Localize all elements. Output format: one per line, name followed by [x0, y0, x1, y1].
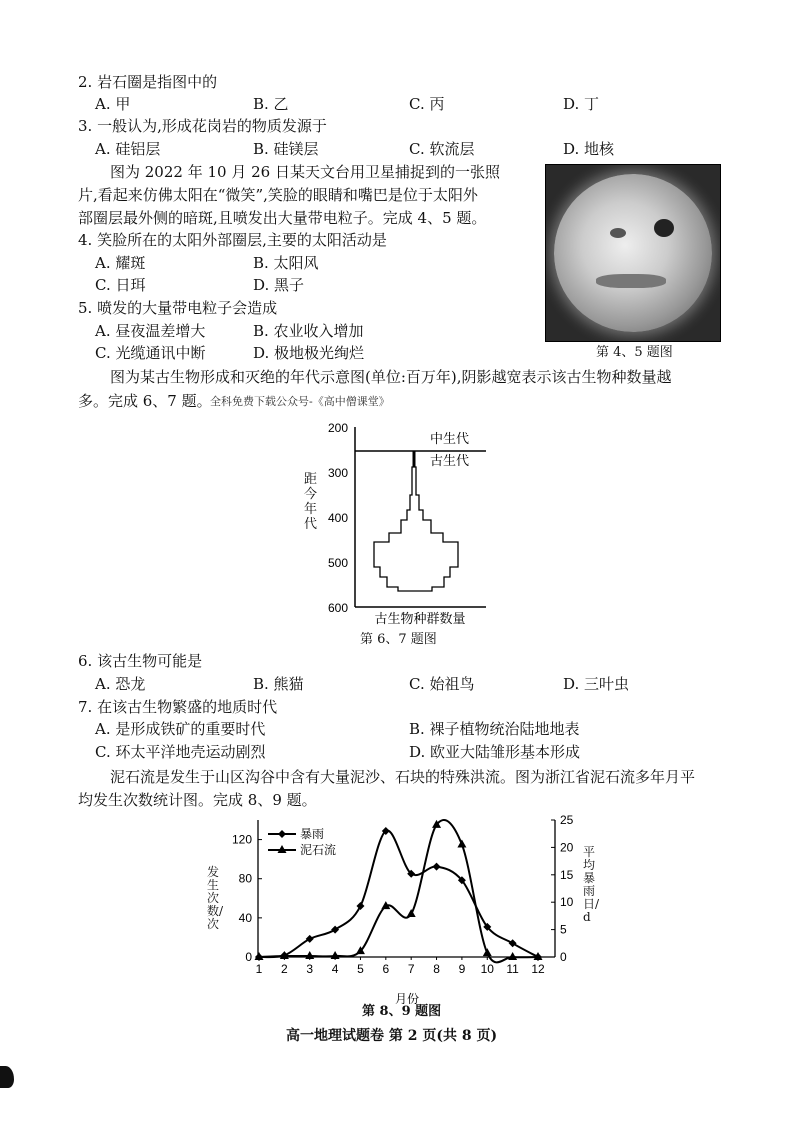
- chart-y-tick-label: 40: [238, 910, 252, 925]
- intro45-line1: 图为 2022 年 10 月 26 日某天文台用卫星捕捉到的一张照: [110, 163, 500, 181]
- y-tick-300: 300: [327, 466, 348, 480]
- q7-stem: 7. 在该古生物繁盛的地质时代: [78, 698, 278, 716]
- y-tick-500: 500: [327, 556, 348, 570]
- q5-stem: 5. 喷发的大量带电粒子会造成: [78, 299, 278, 317]
- era-mesozoic-label: 中生代: [430, 431, 470, 446]
- sun-photo: [545, 164, 721, 342]
- rainstorm-point: [433, 863, 441, 871]
- species-abundance-shape: [374, 451, 458, 591]
- chart-x-tick-label: 3: [306, 962, 314, 976]
- q6-option-d: D. 三叶虫: [563, 675, 630, 693]
- fig67-diagram: [300, 415, 500, 645]
- fig67-ylabel: 距今年代: [304, 472, 318, 532]
- chart-y2-tick-label: 0: [560, 950, 567, 964]
- intro89-line1: 泥石流是发生于山区沟谷中含有大量泥沙、石块的特殊洪流。图为浙江省泥石流多年月平: [110, 768, 696, 786]
- legend-label: 暴雨: [300, 827, 325, 841]
- chart-xlabel: 月份: [394, 992, 420, 1006]
- chart-x-tick-label: 5: [357, 962, 364, 976]
- y-tick-600: 600: [327, 601, 348, 615]
- debris-flow-point: [483, 948, 492, 956]
- legend-marker-diamond: [278, 830, 286, 838]
- chart-x-tick-label: 2: [281, 962, 288, 976]
- chart-y2-tick-label: 5: [560, 922, 567, 937]
- watermark-note: 全科免费下载公众号-《高中僧课堂》: [210, 395, 390, 408]
- intro45-line2: 片,看起来仿佛太阳在“微笑”,笑脸的眼睛和嘴巴是位于太阳外: [78, 186, 478, 204]
- q3-stem: 3. 一般认为,形成花岗岩的物质发源于: [78, 117, 327, 135]
- intro67-line1: 图为某古生物形成和灭绝的年代示意图(单位:百万年),阴影越宽表示该古生物种数量越: [110, 368, 672, 386]
- q3-option-d: D. 地核: [563, 140, 615, 158]
- q4-option-b: B. 太阳风: [253, 254, 319, 272]
- chart-x-tick-label: 6: [382, 962, 390, 976]
- q4-option-d: D. 黑子: [253, 276, 305, 294]
- q6-option-c: C. 始祖鸟: [409, 675, 475, 693]
- rainstorm-point: [356, 902, 364, 910]
- q3-option-a: A. 硅铝层: [95, 140, 161, 158]
- q6-option-a: A. 恐龙: [95, 675, 146, 693]
- intro89-line2: 均发生次数统计图。完成 8、9 题。: [78, 791, 317, 809]
- q7-option-b: B. 裸子植物统治陆地地表: [409, 720, 580, 738]
- chart-x-tick-label: 12: [531, 962, 545, 976]
- chart-ylabel-right: 平均暴雨日/d: [583, 845, 600, 924]
- y-tick-400: 400: [327, 511, 348, 525]
- series-line-debris-flow: [259, 820, 538, 962]
- chart-y2-tick-label: 15: [560, 867, 574, 882]
- page-footer: 高一地理试题卷 第 2 页(共 8 页): [286, 1028, 498, 1044]
- chart-y-tick-label: 120: [231, 832, 252, 847]
- intro45-line3: 部圈层最外侧的暗斑,且喷发出大量带电粒子。完成 4、5 题。: [78, 209, 487, 227]
- q4-option-c: C. 日珥: [95, 276, 146, 294]
- q5-option-b: B. 农业收入增加: [253, 322, 364, 340]
- fig45-caption: 第 4、5 题图: [596, 345, 673, 360]
- fig67-xlabel: 古生物种群数量: [374, 611, 466, 626]
- q2-stem: 2. 岩石圈是指图中的: [78, 73, 218, 91]
- chart-y2-tick-label: 10: [560, 895, 574, 910]
- rainstorm-point: [509, 939, 517, 947]
- scan-edge-mark: [0, 1066, 14, 1088]
- q2-option-c: C. 丙: [409, 95, 445, 113]
- q2-option-b: B. 乙: [253, 95, 289, 113]
- chart-legend: [268, 827, 336, 857]
- chart-x-tick-label: 8: [433, 962, 440, 976]
- q5-option-a: A. 昼夜温差增大: [95, 322, 206, 340]
- debris-flow-point: [508, 952, 517, 960]
- debris-flow-point: [457, 839, 466, 847]
- q4-stem: 4. 笑脸所在的太阳外部圈层,主要的太阳活动是: [78, 231, 387, 249]
- era-paleozoic-label: 古生代: [430, 453, 470, 468]
- q5-option-d: D. 极地极光绚烂: [253, 344, 365, 362]
- chart-x-tick-label: 9: [458, 962, 466, 976]
- q2-option-d: D. 丁: [563, 95, 600, 113]
- q3-option-b: B. 硅镁层: [253, 140, 319, 158]
- legend-label: 泥石流: [300, 843, 337, 857]
- chart-y-tick-label: 0: [245, 950, 252, 964]
- chart-y-tick-label: 80: [238, 871, 252, 886]
- chart-x-tick-label: 1: [255, 962, 263, 976]
- chart-x-tick-label: 10: [480, 962, 494, 976]
- q5-option-c: C. 光缆通讯中断: [95, 344, 206, 362]
- q6-option-b: B. 熊猫: [253, 675, 304, 693]
- chart-x-tick-label: 7: [407, 962, 415, 976]
- q7-option-c: C. 环太平洋地壳运动剧烈: [95, 743, 266, 761]
- debris-flow-point: [407, 909, 416, 917]
- q7-option-d: D. 欧亚大陆雏形基本形成: [409, 743, 581, 761]
- q2-option-a: A. 甲: [95, 95, 131, 113]
- chart-x-tick-label: 4: [331, 962, 339, 976]
- y-tick-200: 200: [327, 421, 348, 435]
- chart-y2-tick-label: 20: [560, 840, 574, 855]
- debris-flow-chart: [200, 812, 610, 1007]
- chart-x-tick-label: 11: [506, 962, 519, 976]
- fig67-caption: 第 6、7 题图: [360, 632, 437, 647]
- q7-option-a: A. 是形成铁矿的重要时代: [95, 720, 266, 738]
- fig89-caption: 第 8、9 题图: [362, 1004, 442, 1019]
- intro67-line2: 多。完成 6、7 题。: [78, 392, 212, 410]
- q3-option-c: C. 软流层: [409, 140, 475, 158]
- q6-stem: 6. 该古生物可能是: [78, 652, 203, 670]
- q4-option-a: A. 耀斑: [95, 254, 146, 272]
- chart-ylabel-left: 发生次数/次: [207, 865, 224, 931]
- chart-y2-tick-label: 25: [560, 813, 574, 827]
